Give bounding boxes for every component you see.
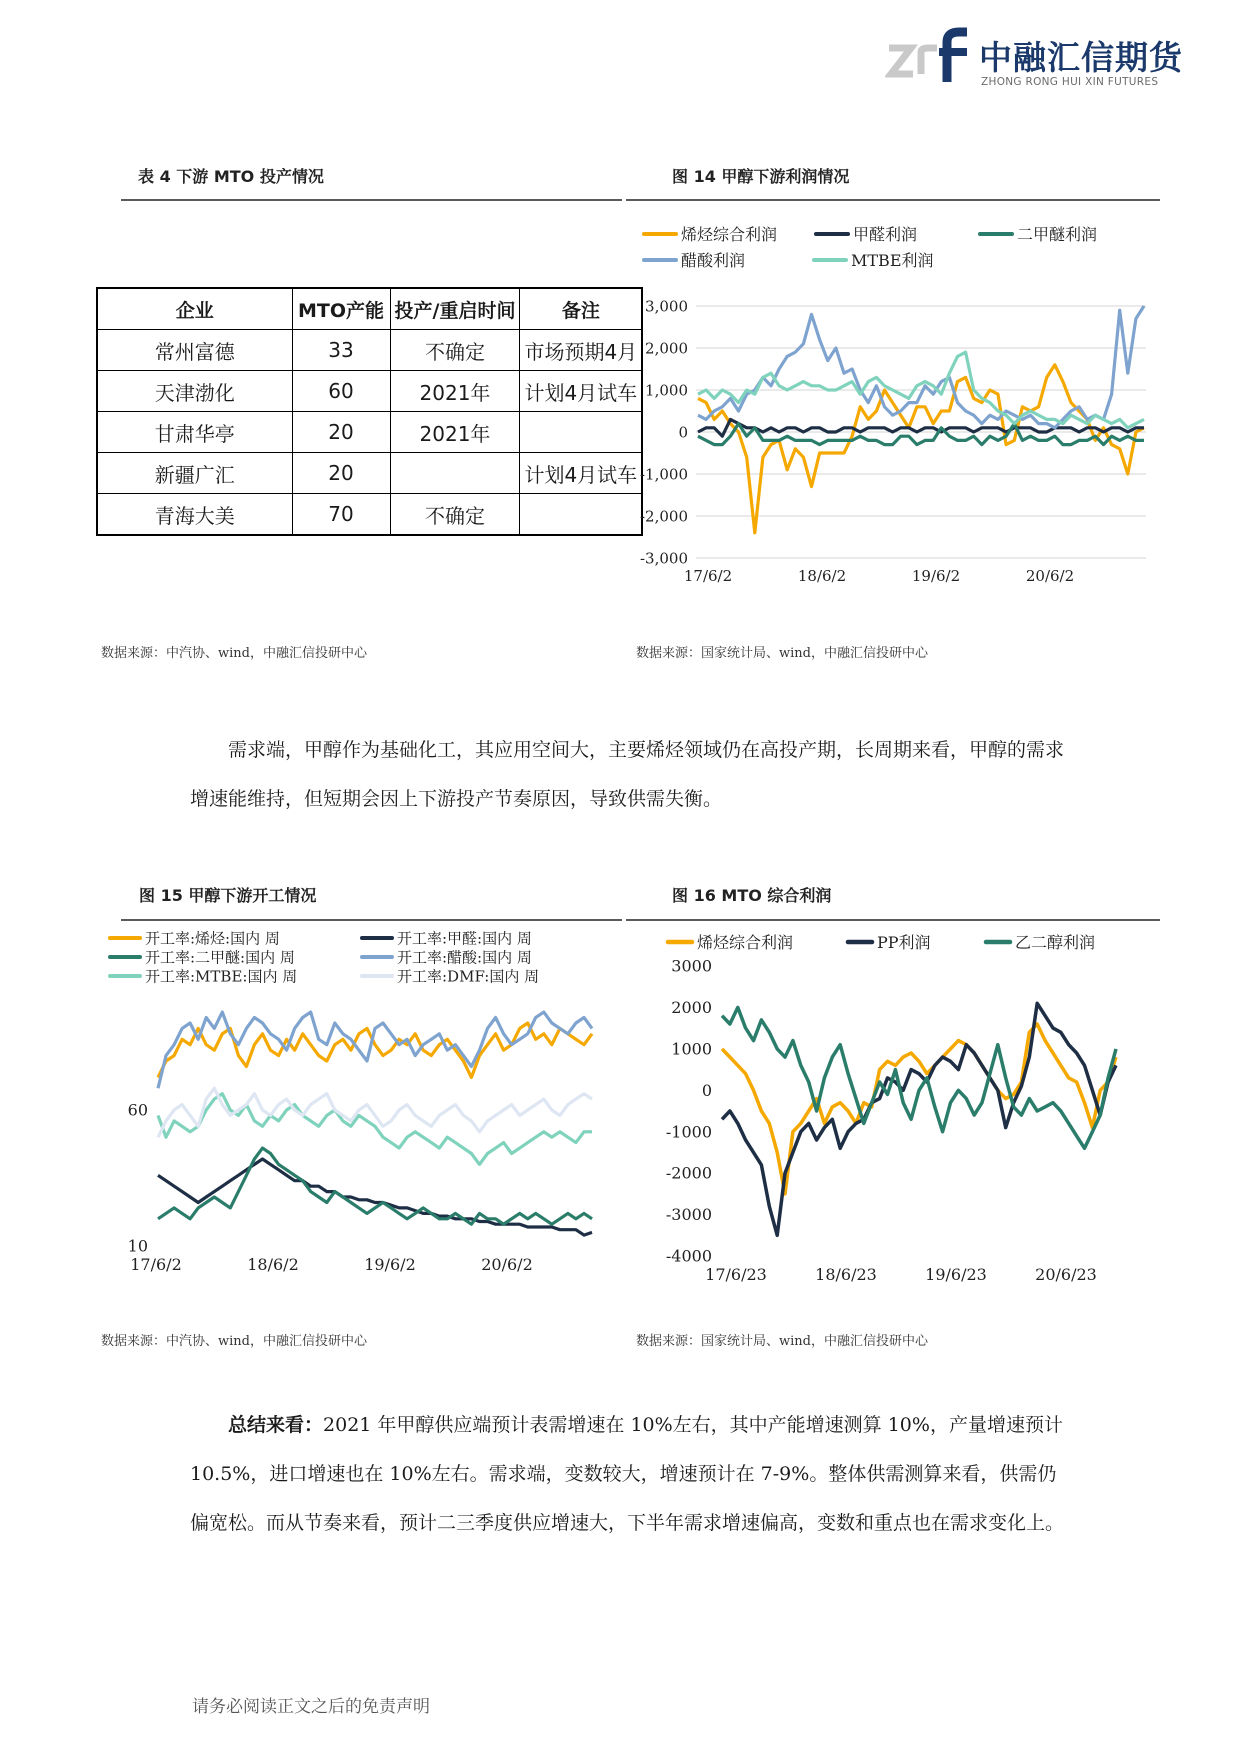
- table-cell: 2021年: [390, 412, 520, 453]
- table-row: [97, 412, 642, 453]
- fig14-source: 数据来源：国家统计局、wind，中融汇信投研中心: [636, 646, 928, 661]
- table-cell: 甘肃华亭: [97, 412, 292, 453]
- legend-item: [980, 225, 1097, 244]
- divider: [626, 199, 1160, 201]
- fig15-source: 数据来源：中汽协、wind，中融汇信投研中心: [101, 1334, 367, 1349]
- y-tick-label: -4000: [665, 1246, 712, 1266]
- legend-item: [986, 933, 1095, 952]
- y-tick-label: -1000: [665, 1122, 712, 1142]
- series-line: [698, 306, 1144, 428]
- y-tick-label: -3,000: [639, 549, 688, 568]
- legend-item: [848, 933, 931, 952]
- y-tick-label: -2000: [665, 1163, 712, 1183]
- legend-item: [110, 948, 295, 966]
- y-tick-label: 1,000: [645, 381, 688, 400]
- x-tick-label: 18/6/23: [815, 1265, 877, 1284]
- y-tick-label: 10: [127, 1236, 148, 1256]
- table4-title: 表 4 下游 MTO 投产情况: [138, 167, 324, 186]
- x-tick-label: 18/6/2: [247, 1255, 299, 1274]
- table-cell: 33: [292, 330, 390, 371]
- fig15-title: 图 15 甲醇下游开工情况: [139, 886, 317, 905]
- demand-paragraph: 需求端，甲醇作为基础化工，其应用空间大，主要烯烃领域仍在高投产期，长周期来看，甲醇的需求增速能维持，但短期会因上下游投产节奏原因，导致供需失衡。: [190, 739, 1065, 810]
- legend-label: 开工率:MTBE:国内 周: [145, 967, 298, 986]
- y-tick-label: 0: [678, 423, 688, 442]
- brand-name-en: ZHONG RONG HUI XIN FUTURES: [981, 76, 1159, 88]
- y-tick-label: 60: [127, 1100, 148, 1120]
- legend-item: [362, 929, 532, 947]
- legend-item: [816, 225, 917, 244]
- x-tick-label: 20/6/23: [1035, 1265, 1097, 1284]
- table-header-row: [97, 288, 642, 330]
- table-row: [97, 453, 642, 494]
- table-cell: 计划4月试车: [520, 371, 642, 412]
- x-tick-label: 19/6/2: [364, 1255, 416, 1274]
- summary-paragraph: [190, 1401, 1070, 1548]
- legend-label: 醋酸利润: [681, 250, 746, 270]
- y-tick-label: -3000: [665, 1205, 712, 1225]
- table-row: [97, 371, 642, 412]
- table-cell: 70: [292, 494, 390, 536]
- legend-label: 甲醛利润: [853, 224, 918, 244]
- table-row: [97, 330, 642, 371]
- y-tick-label: 3,000: [645, 297, 688, 316]
- legend-item: [110, 929, 280, 947]
- fig16-source: 数据来源：国家统计局、wind，中融汇信投研中心: [636, 1334, 928, 1349]
- fig16-title: 图 16 MTO 综合利润: [672, 886, 832, 905]
- summary-label: 总结来看：: [228, 1414, 324, 1436]
- legend-label: 开工率:DMF:国内 周: [397, 967, 540, 986]
- legend-label: 开工率:醋酸:国内 周: [397, 948, 532, 967]
- x-tick-label: 18/6/2: [797, 567, 847, 585]
- series-line: [158, 1159, 592, 1235]
- disclaimer-footer: 请务必阅读正文之后的免责声明: [192, 1697, 430, 1717]
- fig15-operating-rate-chart: [106, 924, 616, 1294]
- summary-text: 2021 年甲醇供应端预计表需增速在 10%左右，其中产能增速测算 10%，产量增速预计 10.5%，进口增速也在 10%左右。需求端，变数较大，增速预计在 7-9%。整体供需测算来看，供需仍偏宽松。而从节奏来看，预计二三季度供应增速大，下半年需求增速偏高，变数和重点也在需求变化上。: [190, 1414, 1065, 1534]
- table-row: [97, 494, 642, 536]
- table4-source: 数据来源：中汽协、wind，中融汇信投研中心: [101, 646, 367, 661]
- x-tick-label: 19/6/2: [911, 567, 961, 585]
- divider: [121, 199, 622, 201]
- company-logo: [885, 26, 1183, 96]
- y-tick-label: 2000: [671, 998, 712, 1018]
- table-cell: 不确定: [390, 330, 520, 371]
- legend-label: 开工率:甲醛:国内 周: [397, 929, 532, 948]
- series-line: [698, 419, 1144, 436]
- table-cell: 计划4月试车: [520, 453, 642, 494]
- legend-item: [362, 967, 539, 985]
- divider: [626, 919, 1160, 921]
- x-tick-label: 19/6/23: [925, 1265, 987, 1284]
- table-cell: 不确定: [390, 494, 520, 536]
- legend-label: 烯烃综合利润: [697, 932, 794, 952]
- table-header-cell: 企业: [97, 288, 292, 330]
- x-tick-label: 20/6/2: [1025, 567, 1075, 585]
- legend-label: MTBE利润: [851, 250, 934, 270]
- x-tick-label: 20/6/2: [481, 1255, 533, 1274]
- legend-label: 二甲醚利润: [1017, 224, 1098, 244]
- fig16-mto-profit-chart: [640, 924, 1160, 1294]
- legend-label: 开工率:二甲醚:国内 周: [145, 948, 295, 967]
- table-cell: 常州富德: [97, 330, 292, 371]
- table-cell: 20: [292, 412, 390, 453]
- series-line: [722, 1003, 1116, 1235]
- legend-label: 乙二醇利润: [1015, 932, 1096, 952]
- series-line: [698, 424, 1144, 445]
- legend-item: [110, 967, 297, 985]
- fig14-title: 图 14 甲醇下游利润情况: [672, 167, 850, 186]
- table-header-cell: 投产/重启时间: [390, 288, 520, 330]
- table-cell: 新疆广汇: [97, 453, 292, 494]
- mto-capacity-table: [96, 287, 643, 536]
- y-tick-label: -1,000: [639, 465, 688, 484]
- x-tick-label: 17/6/2: [683, 567, 733, 585]
- x-tick-label: 17/6/23: [705, 1265, 767, 1284]
- legend-label: PP利润: [877, 932, 931, 952]
- table-header-cell: MTO产能: [292, 288, 390, 330]
- legend-item: [362, 948, 532, 966]
- x-tick-label: 17/6/2: [130, 1255, 182, 1274]
- y-tick-label: 3000: [671, 956, 712, 976]
- table-cell: [520, 494, 642, 536]
- zrf-logo-mark: [885, 26, 975, 88]
- y-tick-label: -2,000: [639, 507, 688, 526]
- table-cell: 市场预期4月: [520, 330, 642, 371]
- brand-name-cn: 中融汇信期货: [979, 38, 1183, 77]
- y-tick-label: 1000: [671, 1039, 712, 1059]
- y-tick-label: 0: [701, 1080, 712, 1100]
- legend-item: [668, 933, 793, 952]
- y-tick-label: 2,000: [645, 339, 688, 358]
- legend-label: 烯烃综合利润: [681, 224, 778, 244]
- table-header-cell: 备注: [520, 288, 642, 330]
- legend-item: [814, 251, 934, 270]
- table-cell: 青海大美: [97, 494, 292, 536]
- legend-item: [644, 251, 745, 270]
- fig14-profit-chart: [628, 216, 1160, 600]
- table-cell: [520, 412, 642, 453]
- table-cell: 60: [292, 371, 390, 412]
- table-cell: 20: [292, 453, 390, 494]
- legend-label: 开工率:烯烃:国内 周: [145, 929, 280, 948]
- divider: [121, 919, 622, 921]
- table-cell: [390, 453, 520, 494]
- legend-item: [644, 225, 777, 244]
- table-cell: 天津渤化: [97, 371, 292, 412]
- table-cell: 2021年: [390, 371, 520, 412]
